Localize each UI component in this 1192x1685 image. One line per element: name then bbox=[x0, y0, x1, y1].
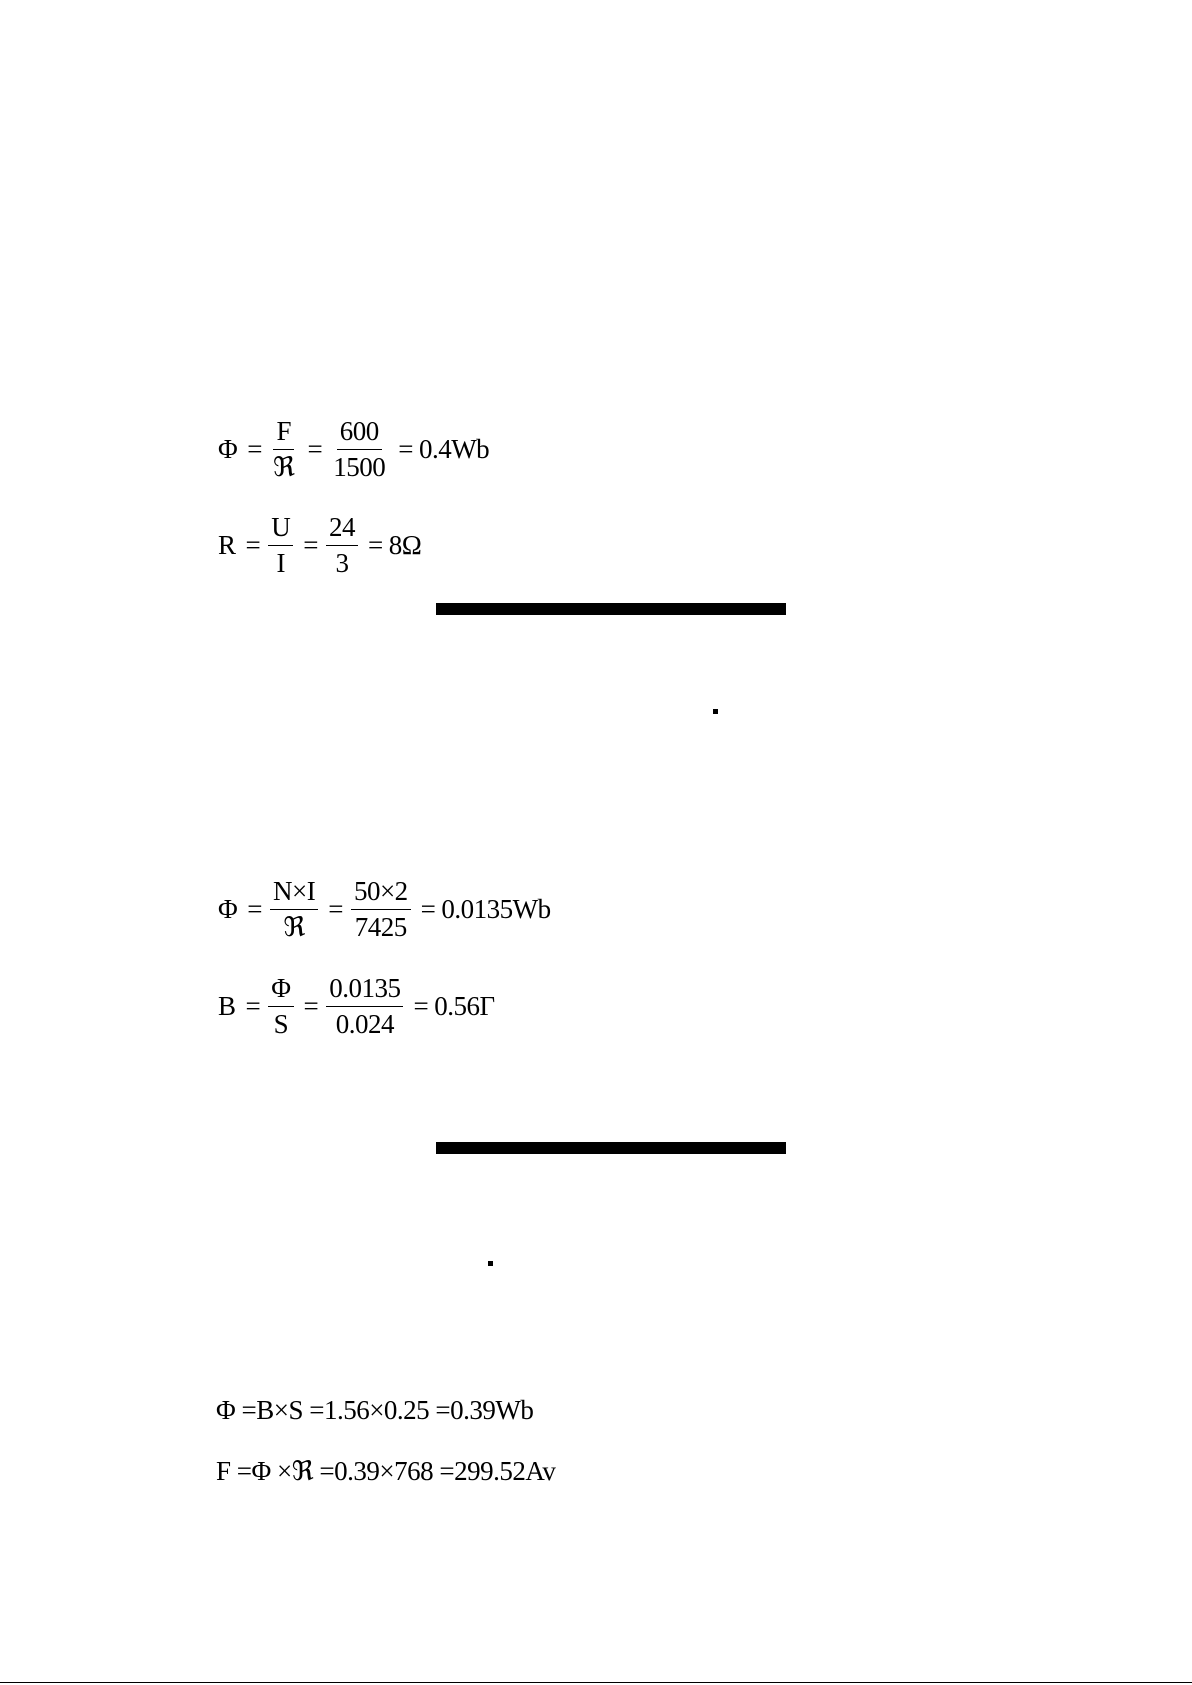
denominator: S bbox=[273, 1009, 289, 1040]
eq-sign: = bbox=[245, 530, 261, 561]
separator-bar bbox=[436, 603, 786, 615]
eq-sign: = bbox=[367, 530, 383, 561]
numerator: 0.0135 bbox=[326, 973, 403, 1007]
denominator: 0.024 bbox=[335, 1009, 394, 1040]
eq-text: F =Φ ×ℜ =0.39×768 =299.52Av bbox=[216, 1456, 556, 1486]
eq-sign: = bbox=[245, 991, 261, 1022]
eq-text: Φ =B×S =1.56×0.25 =0.39Wb bbox=[216, 1395, 534, 1425]
denominator: 7425 bbox=[354, 912, 407, 943]
eq-sign: = bbox=[303, 991, 319, 1022]
numerator: F bbox=[273, 416, 294, 450]
eq-lhs: B bbox=[218, 991, 236, 1022]
eq-sign: = bbox=[328, 894, 343, 925]
eq-result: 0.56Г bbox=[434, 991, 495, 1022]
denominator: ℜ bbox=[272, 452, 295, 483]
eq-lhs: Φ bbox=[218, 434, 238, 465]
equation-flux-density bbox=[216, 973, 495, 1040]
numerator: 50×2 bbox=[351, 876, 411, 910]
fraction bbox=[328, 416, 390, 483]
denominator: I bbox=[276, 548, 285, 579]
eq-sign: = bbox=[247, 894, 262, 925]
eq-lhs: R bbox=[218, 530, 236, 561]
numerator: N×I bbox=[270, 876, 318, 910]
fraction bbox=[324, 973, 405, 1040]
equation-flux-3 bbox=[216, 1395, 533, 1426]
separator-bar bbox=[436, 1142, 786, 1154]
fraction bbox=[349, 876, 413, 943]
fraction bbox=[324, 512, 360, 579]
dot-mark bbox=[713, 709, 718, 714]
equation-flux-2 bbox=[216, 876, 551, 943]
denominator: 3 bbox=[335, 548, 349, 579]
eq-sign: = bbox=[247, 434, 262, 465]
fraction bbox=[266, 512, 295, 579]
eq-sign: = bbox=[398, 434, 413, 465]
eq-result: 0.4Wb bbox=[418, 434, 490, 465]
numerator: 24 bbox=[326, 512, 358, 546]
fraction bbox=[268, 876, 320, 943]
fraction bbox=[266, 973, 295, 1040]
equation-mmf bbox=[216, 1456, 555, 1487]
eq-sign: = bbox=[420, 894, 436, 925]
eq-lhs: Φ bbox=[218, 894, 238, 925]
dot-mark bbox=[488, 1261, 493, 1266]
eq-sign: = bbox=[303, 530, 318, 561]
equation-flux-1 bbox=[216, 416, 489, 483]
fraction bbox=[268, 416, 299, 483]
denominator: 1500 bbox=[333, 452, 386, 483]
eq-result: 0.0135Wb bbox=[441, 894, 551, 925]
denominator: ℜ bbox=[283, 912, 305, 943]
numerator: 600 bbox=[337, 416, 382, 450]
equation-resistance bbox=[216, 512, 421, 579]
eq-sign: = bbox=[307, 434, 323, 465]
eq-result: 8Ω bbox=[388, 530, 422, 561]
numerator: U bbox=[268, 512, 293, 546]
bottom-rule bbox=[0, 1682, 1192, 1683]
eq-sign: = bbox=[413, 991, 429, 1022]
numerator: Φ bbox=[268, 973, 293, 1007]
